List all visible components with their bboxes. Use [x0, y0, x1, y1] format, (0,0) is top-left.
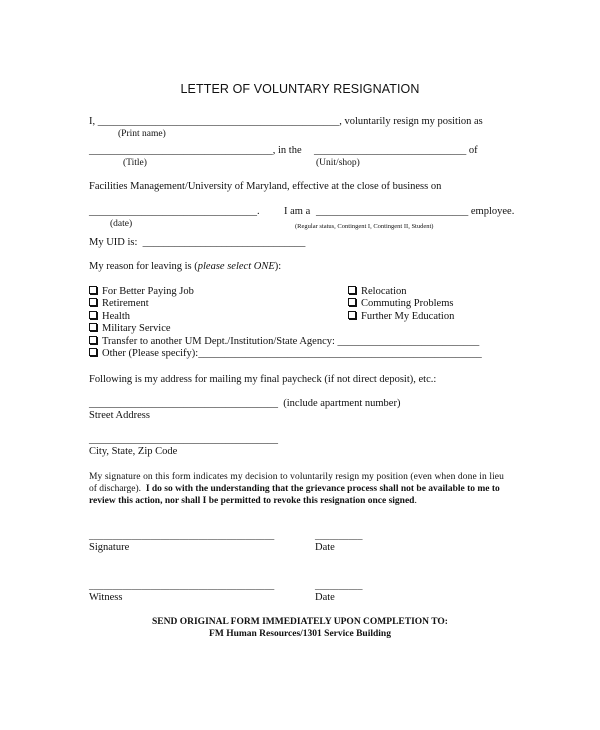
witness-date-line[interactable]: __________	[315, 582, 363, 592]
checkbox-icon[interactable]	[89, 348, 97, 356]
print-name-label: (Print name)	[118, 129, 166, 139]
statement-line-3: review this action, nor shall I be permitted to revoke this resignation once signed.	[89, 496, 417, 506]
footer-instruction: SEND ORIGINAL FORM IMMEDIATELY UPON COMPLETION TO:	[152, 617, 448, 627]
checkbox-icon[interactable]	[89, 336, 97, 344]
reason-commuting-problems[interactable]: Commuting Problems	[348, 298, 453, 310]
date-line[interactable]: ________________________________.	[89, 206, 260, 217]
reason-heading: My reason for leaving is (please select ONE):	[89, 261, 282, 272]
reason-military-service[interactable]: Military Service	[89, 323, 171, 335]
checkbox-icon[interactable]	[89, 311, 97, 319]
reason-retirement[interactable]: Retirement	[89, 298, 149, 310]
employee-type-prefix: I am a	[284, 206, 311, 217]
date-label: (date)	[110, 219, 133, 229]
print-name-line[interactable]: I, ______________________________________________, voluntarily resign my position as	[89, 116, 483, 127]
uid-line[interactable]: My UID is: _______________________________	[89, 237, 306, 248]
witness-label: Witness	[89, 592, 123, 603]
statement-line-2: of discharge). I do so with the understanding that the grievance process shall not be available to me to	[89, 484, 500, 494]
signature-date-line[interactable]: __________	[315, 532, 363, 542]
unit-shop-label: (Unit/shop)	[316, 158, 360, 168]
effective-statement: Facilities Management/University of Maryland, effective at the close of business on	[89, 181, 442, 192]
city-state-zip-line[interactable]: ____________________________________	[89, 434, 278, 445]
signature-label: Signature	[89, 542, 130, 553]
witness-date-label: Date	[315, 592, 335, 603]
witness-line[interactable]: _______________________________________	[89, 582, 275, 592]
reason-further-education[interactable]: Further My Education	[348, 311, 454, 323]
checkbox-icon[interactable]	[348, 311, 356, 319]
checkbox-icon[interactable]	[348, 298, 356, 306]
street-address-line[interactable]: ____________________________________ (include apartment number)	[89, 398, 401, 409]
signature-date-label: Date	[315, 542, 335, 553]
footer-address: FM Human Resources/1301 Service Building	[209, 629, 391, 639]
signature-line[interactable]: _______________________________________	[89, 532, 275, 542]
street-address-label: Street Address	[89, 410, 150, 421]
checkbox-icon[interactable]	[89, 298, 97, 306]
employee-status-label: (Regular status, Contingent I, Contingent II, Student)	[295, 223, 434, 230]
reason-transfer[interactable]: Transfer to another UM Dept./Institution/State Agency: ___________________________	[89, 336, 479, 348]
employee-type-line[interactable]: _____________________________ employee.	[316, 206, 515, 217]
checkbox-icon[interactable]	[89, 323, 97, 331]
statement-line-1: My signature on this form indicates my decision to voluntarily resign my position (even when done in lieu	[89, 472, 504, 482]
form-title: LETTER OF VOLUNTARY RESIGNATION	[180, 82, 420, 96]
unit-shop-line[interactable]: _____________________________ of	[314, 145, 478, 156]
checkbox-icon[interactable]	[348, 286, 356, 294]
reason-relocation[interactable]: Relocation	[348, 286, 407, 298]
checkbox-icon[interactable]	[89, 286, 97, 294]
title-line[interactable]: ___________________________________, in the	[89, 145, 302, 156]
title-label: (Title)	[123, 158, 147, 168]
reason-health[interactable]: Health	[89, 311, 130, 323]
reason-better-paying-job[interactable]: For Better Paying Job	[89, 286, 194, 298]
reason-other[interactable]: Other (Please specify):______________________________________________________	[89, 348, 482, 360]
address-intro: Following is my address for mailing my final paycheck (if not direct deposit), etc.:	[89, 374, 437, 385]
city-state-zip-label: City, State, Zip Code	[89, 446, 178, 457]
